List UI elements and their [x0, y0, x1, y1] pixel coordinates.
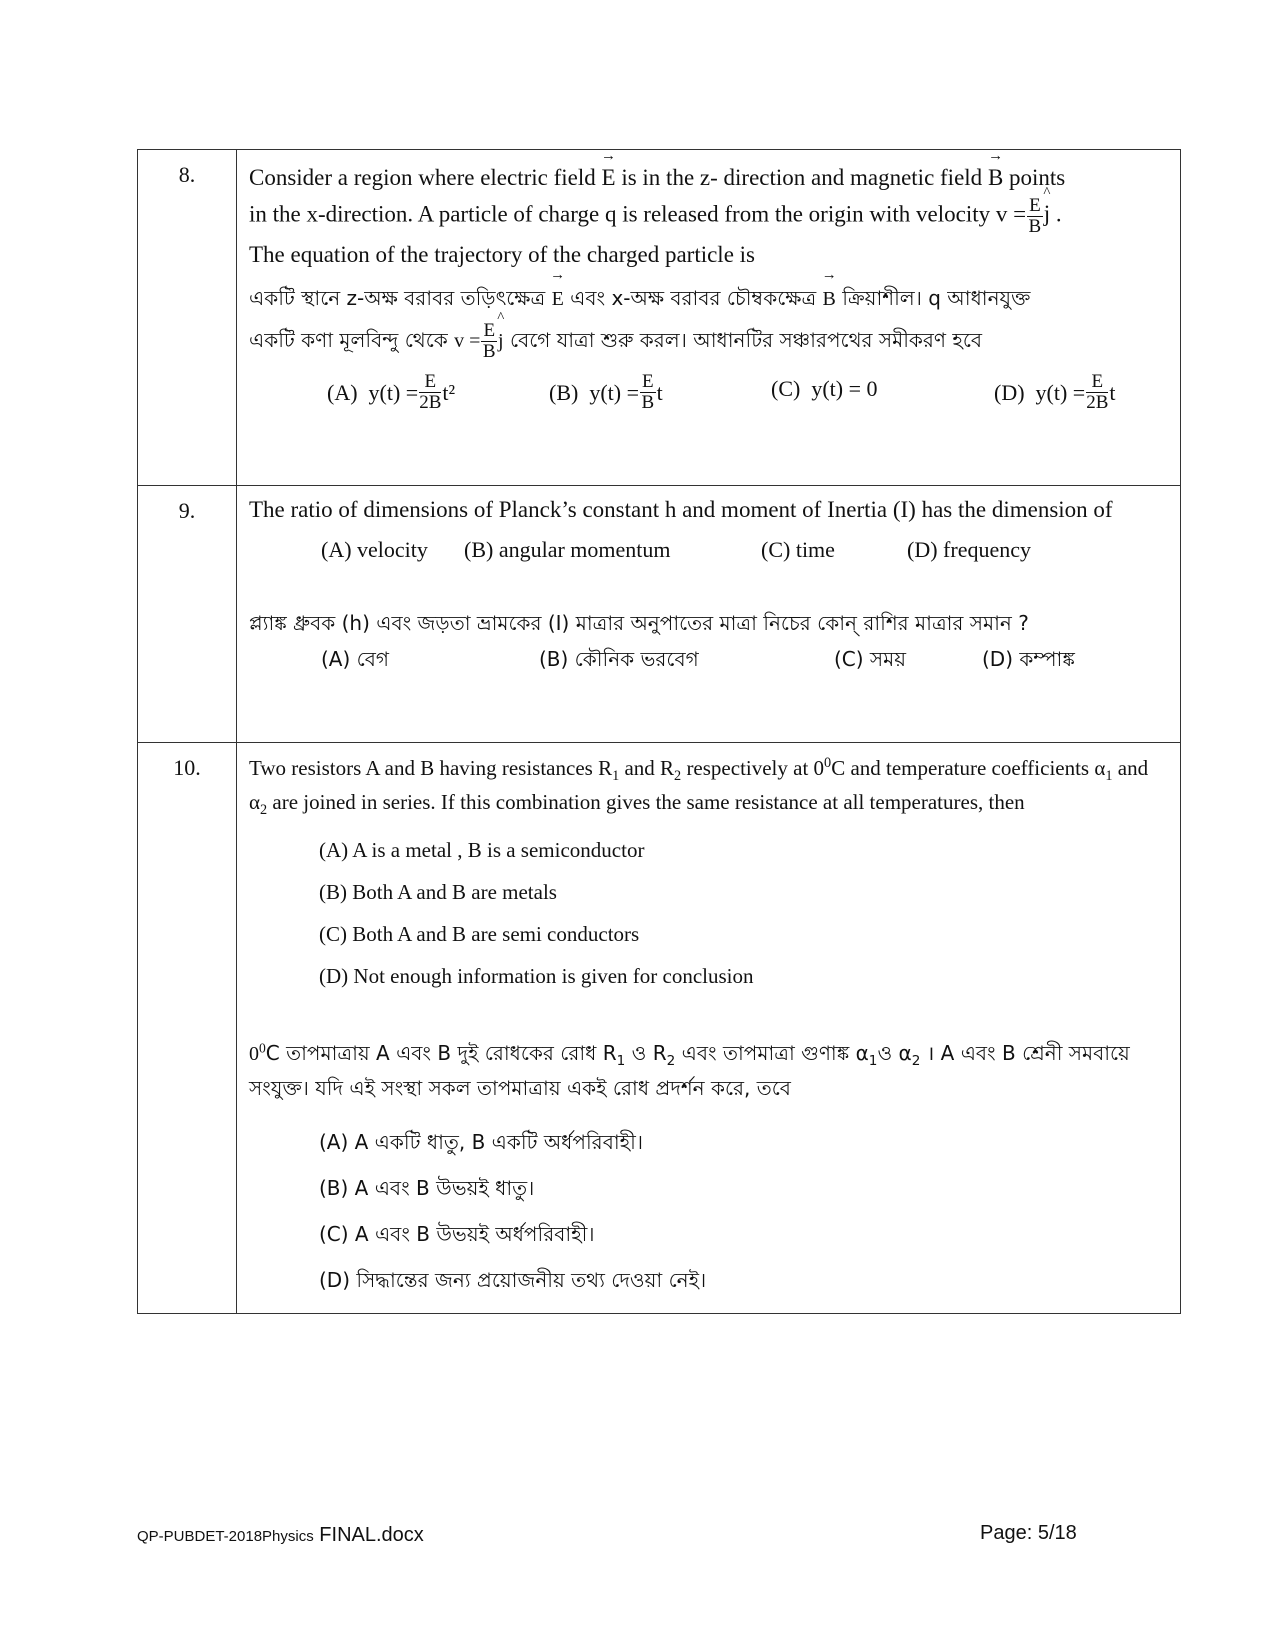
options-list-en [319, 829, 1164, 997]
subscript: 2 [260, 802, 268, 819]
text: in the x-direction. A particle of charge q is released from the origin with velocity [249, 201, 996, 227]
text: ক্রিয়াশীল। q আধানযুক্ত [835, 286, 1031, 311]
option-tail: t² [442, 379, 456, 405]
text: । A এবং B শ্রেনী সমবায়ে সংযুক্ত। যদি এই সংস্থা সকল তাপমাত্রায় একই রোধ প্রদর্শন করে, তবে [249, 1040, 1130, 1101]
vector-b: → B [823, 279, 836, 320]
subscript: 1 [616, 1052, 626, 1069]
text: Two resistors A and B having resistances R [249, 756, 613, 780]
option-c: (C) time [761, 536, 835, 562]
option-d: (D) কম্পাঙ্ক [982, 646, 1075, 671]
option-a: (A) A একটি ধাতু, B একটি অর্ধপরিবাহী। [319, 1130, 644, 1155]
text: ও R [625, 1040, 667, 1065]
fraction-denominator: 2B [1086, 392, 1109, 414]
option-b: (B) কৌনিক ভরবেগ [539, 646, 699, 671]
question-number: 8. [138, 150, 237, 486]
option-d: (D) Not enough information is given for conclusion [319, 963, 754, 988]
question-table [137, 149, 1181, 1314]
velocity-eq: v = [454, 330, 481, 353]
question-row-10 [138, 743, 1181, 1314]
spacer [249, 569, 1164, 603]
option-label: (D) [994, 379, 1025, 405]
velocity-eq: v = [995, 201, 1027, 227]
options-row-en [249, 533, 1164, 569]
text: are joined in series. If this combination gives the same resistance at all temperatures, then [267, 789, 1025, 814]
vector-b: → B [988, 160, 1003, 196]
fraction-numerator: E [419, 372, 441, 393]
fraction-numerator: E [483, 320, 496, 342]
option-lhs: y(t) = [589, 379, 639, 405]
subscript: 1 [1105, 768, 1113, 785]
question-number: 10. [138, 743, 237, 1314]
subscript: 1 [612, 768, 620, 785]
subscript: 2 [666, 1052, 676, 1069]
option-tail: t [1109, 379, 1116, 405]
option-b: (B) A এবং B উভয়ই ধাতু। [319, 1176, 535, 1201]
fraction [481, 321, 497, 362]
option-c [771, 372, 878, 406]
option-a: (A) A is a metal , B is a semiconductor [319, 837, 645, 862]
option-a: (A) বেগ [321, 646, 389, 671]
spacer [249, 997, 1164, 1031]
vector-e: → E [552, 279, 564, 320]
option-b [549, 372, 663, 413]
text: ও α [877, 1040, 912, 1065]
text: C and temperature coefficients [831, 756, 1090, 780]
fraction-denominator: B [482, 341, 496, 363]
superscript: 0 [259, 1040, 266, 1056]
option-a [327, 372, 455, 413]
unit-vector-j: ^ j [1044, 196, 1050, 232]
option-d [994, 372, 1116, 413]
option-d: (D) সিদ্ধান্তের জন্য প্রয়োজনীয় তথ্য দেওয়া নেই। [319, 1268, 707, 1293]
text: C তাপমাত্রায় A এবং B দুই রোধকের রোধ R [265, 1040, 617, 1065]
option-label: (B) [549, 379, 579, 405]
option-c: (C) সময় [834, 646, 907, 671]
unit-vector-j: ^ j [498, 321, 504, 362]
option-label: (A) [327, 379, 358, 405]
text: is in the z- direction and magnetic field [615, 165, 988, 190]
question-text-en [249, 753, 1164, 821]
question-text-bn [249, 1037, 1164, 1105]
question-content [237, 150, 1181, 486]
text: একটি কণা মূলবিন্দু থেকে [249, 328, 455, 353]
footer-doc-suffix: FINAL.docx [313, 1524, 424, 1546]
fraction-denominator: B [641, 392, 655, 414]
text: points [1003, 165, 1066, 190]
question-content [237, 743, 1181, 1314]
option-b: (B) angular momentum [464, 536, 671, 562]
text: Consider a region where electric field [249, 165, 602, 190]
text: and [1112, 756, 1149, 780]
text: এবং তাপমাত্রা গুণাঙ্ক α [675, 1040, 869, 1065]
footer-document-name [137, 1524, 424, 1547]
question-content [237, 486, 1181, 743]
fraction-denominator: 2B [419, 392, 442, 414]
footer-doc-prefix: QP-PUBDET-2018Physics [137, 1528, 314, 1545]
question-row-9 [138, 486, 1181, 743]
question-text-bn: প্ল্যাঙ্ক ধ্রুবক (h) এবং জড়তা ভ্রামকের (I) মাত্রার অনুপাতের মাত্রা নিচের কোন্ রাশির মাত্রার সমান ? [249, 610, 1029, 635]
fraction-numerator: E [1029, 194, 1041, 216]
superscript: 0 [824, 755, 832, 771]
fraction [1027, 196, 1043, 237]
question-number: 9. [138, 486, 237, 743]
fraction-numerator: E [642, 371, 654, 393]
option-label: (C) [771, 376, 801, 402]
text: The equation of the trajectory of the charged particle is [249, 241, 755, 267]
text: বেগে যাত্রা শুরু করল। আধানটির সঞ্চারপথের সমীকরণ হবে [503, 328, 983, 353]
text: respectively at 0 [681, 756, 825, 780]
symbol-alpha: α [249, 789, 261, 814]
option-d: (D) frequency [907, 536, 1031, 562]
symbol-alpha: α [1094, 756, 1106, 780]
subscript: 1 [868, 1052, 878, 1069]
subscript: 2 [911, 1052, 921, 1069]
options-list-bn [319, 1119, 1164, 1303]
fraction-denominator: B [1028, 215, 1042, 237]
vector-e: → E [602, 160, 616, 196]
text: and R [619, 756, 675, 780]
fraction [419, 372, 441, 413]
text: এবং x-অক্ষ বরাবর চৌম্বকক্ষেত্র [563, 286, 823, 311]
options-row [249, 372, 1164, 432]
option-lhs: y(t) = [368, 379, 419, 405]
question-row-8 [138, 150, 1181, 486]
question-text-en [249, 160, 1164, 272]
text: 0 [249, 1042, 259, 1065]
option-tail: t [656, 379, 663, 405]
option-c: (C) A এবং B উভয়ই অর্ধপরিবাহী। [319, 1222, 595, 1247]
fraction [640, 372, 656, 413]
options-row-bn [249, 644, 1164, 684]
subscript: 2 [674, 768, 682, 785]
fraction [1086, 372, 1108, 413]
option-a: (A) velocity [321, 536, 428, 562]
option-lhs: y(t) = 0 [811, 376, 878, 402]
option-lhs: y(t) = [1035, 379, 1086, 405]
footer-page-number: Page: 5/18 [980, 1522, 1077, 1544]
option-b: (B) Both A and B are metals [319, 879, 557, 904]
fraction-numerator: E [1086, 372, 1108, 393]
question-text-en: The ratio of dimensions of Planck’s constant h and moment of Inertia (I) has the dimension of [249, 497, 1113, 522]
option-c: (C) Both A and B are semi conductors [319, 921, 640, 946]
text: একটি স্থানে z-অক্ষ বরাবর তড়িৎক্ষেত্র [249, 286, 552, 311]
text: . [1050, 201, 1062, 227]
question-text-bn [249, 278, 1164, 362]
